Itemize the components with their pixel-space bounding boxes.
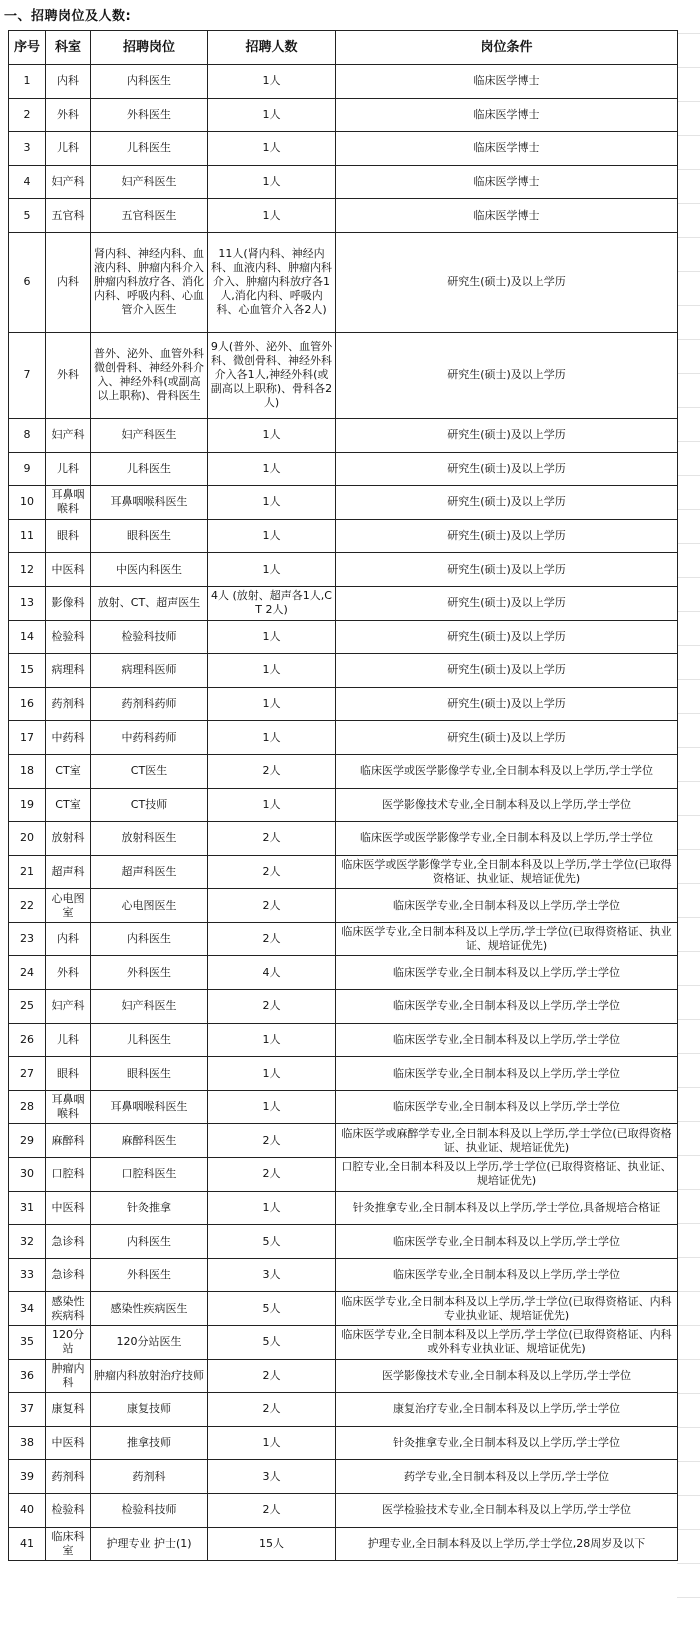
department-cell: 内科 (46, 65, 91, 99)
conditions-cell: 针灸推拿专业,全日制本科及以上学历,学士学位,具备规培合格证 (336, 1191, 678, 1225)
row-number: 29 (9, 1124, 46, 1158)
row-number: 21 (9, 855, 46, 889)
position-cell: 心电图医生 (91, 889, 208, 923)
headcount-cell: 2人 (208, 1493, 336, 1527)
table-row (9, 1393, 678, 1427)
position-cell: 感染性疾病医生 (91, 1292, 208, 1326)
headcount-cell: 3人 (208, 1258, 336, 1292)
row-number: 9 (9, 452, 46, 486)
row-number: 1 (9, 65, 46, 99)
department-cell: 康复科 (46, 1393, 91, 1427)
row-number: 20 (9, 822, 46, 856)
headcount-cell: 5人 (208, 1225, 336, 1259)
position-cell: 五官科医生 (91, 199, 208, 233)
conditions-cell: 研究生(硕士)及以上学历 (336, 519, 678, 553)
position-cell: 妇产科医生 (91, 990, 208, 1024)
conditions-cell: 临床医学或医学影像学专业,全日制本科及以上学历,学士学位 (336, 754, 678, 788)
position-cell: CT医生 (91, 754, 208, 788)
position-cell: 检验科技师 (91, 620, 208, 654)
row-number: 7 (9, 332, 46, 418)
position-cell: 妇产科医生 (91, 165, 208, 199)
row-number: 36 (9, 1359, 46, 1393)
position-cell: 儿科医生 (91, 1023, 208, 1057)
conditions-cell: 临床医学专业,全日制本科及以上学历,学士学位 (336, 1258, 678, 1292)
row-number: 37 (9, 1393, 46, 1427)
department-cell: 耳鼻咽喉科 (46, 1090, 91, 1124)
table-row (9, 754, 678, 788)
position-cell: 内科医生 (91, 922, 208, 956)
position-cell: 120分站医生 (91, 1326, 208, 1360)
position-cell: 药剂科 (91, 1460, 208, 1494)
table-row (9, 1124, 678, 1158)
department-cell: 口腔科 (46, 1158, 91, 1192)
section-heading: 一、招聘岗位及人数: (4, 9, 132, 24)
table-row (9, 1460, 678, 1494)
department-cell: 内科 (46, 232, 91, 332)
table-row (9, 721, 678, 755)
headcount-cell: 1人 (208, 687, 336, 721)
department-cell: 中药科 (46, 721, 91, 755)
position-cell: 肾内科、神经内科、血液内科、肿瘤内科介入肿瘤内科放疗各、消化内科、呼吸内科、心血管介入医生 (91, 232, 208, 332)
department-cell: 妇产科 (46, 990, 91, 1024)
position-cell: 口腔科医生 (91, 1158, 208, 1192)
conditions-cell: 研究生(硕士)及以上学历 (336, 232, 678, 332)
headcount-cell: 2人 (208, 754, 336, 788)
table-row (9, 1023, 678, 1057)
department-cell: 妇产科 (46, 165, 91, 199)
row-number: 40 (9, 1493, 46, 1527)
table-row (9, 452, 678, 486)
row-number: 39 (9, 1460, 46, 1494)
department-cell: 肿瘤内科 (46, 1359, 91, 1393)
row-number: 6 (9, 232, 46, 332)
row-number: 23 (9, 922, 46, 956)
department-cell: 麻醉科 (46, 1124, 91, 1158)
conditions-cell: 研究生(硕士)及以上学历 (336, 418, 678, 452)
headcount-cell: 3人 (208, 1460, 336, 1494)
conditions-cell: 临床医学专业,全日制本科及以上学历,学士学位 (336, 956, 678, 990)
headcount-cell: 2人 (208, 1359, 336, 1393)
department-cell: 药剂科 (46, 1460, 91, 1494)
table-row (9, 822, 678, 856)
row-number: 33 (9, 1258, 46, 1292)
headcount-cell: 1人 (208, 1057, 336, 1091)
department-cell: 120分站 (46, 1326, 91, 1360)
conditions-cell: 临床医学或医学影像学专业,全日制本科及以上学历,学士学位 (336, 822, 678, 856)
position-cell: 外科医生 (91, 956, 208, 990)
header-cell: 岗位条件 (336, 31, 678, 65)
headcount-cell: 1人 (208, 1191, 336, 1225)
row-number: 2 (9, 98, 46, 132)
position-cell: 内科医生 (91, 1225, 208, 1259)
headcount-cell: 2人 (208, 1158, 336, 1192)
header-cell: 科室 (46, 31, 91, 65)
position-cell: 中医内科医生 (91, 553, 208, 587)
table-row (9, 1527, 678, 1561)
department-cell: 外科 (46, 956, 91, 990)
row-number: 34 (9, 1292, 46, 1326)
table-row (9, 65, 678, 99)
conditions-cell: 临床医学专业,全日制本科及以上学历,学士学位 (336, 1225, 678, 1259)
department-cell: 检验科 (46, 1493, 91, 1527)
row-number: 19 (9, 788, 46, 822)
table-row (9, 1158, 678, 1192)
headcount-cell: 2人 (208, 822, 336, 856)
headcount-cell: 1人 (208, 788, 336, 822)
position-cell: 麻醉科医生 (91, 1124, 208, 1158)
conditions-cell: 康复治疗专业,全日制本科及以上学历,学士学位 (336, 1393, 678, 1427)
row-number: 8 (9, 418, 46, 452)
department-cell: 内科 (46, 922, 91, 956)
position-cell: 内科医生 (91, 65, 208, 99)
table-row (9, 1057, 678, 1091)
position-cell: 耳鼻咽喉科医生 (91, 486, 208, 520)
row-number: 25 (9, 990, 46, 1024)
table-row (9, 98, 678, 132)
row-number: 14 (9, 620, 46, 654)
position-cell: 推拿技师 (91, 1426, 208, 1460)
department-cell: 妇产科 (46, 418, 91, 452)
conditions-cell: 临床医学专业,全日制本科及以上学历,学士学位 (336, 1057, 678, 1091)
headcount-cell: 1人 (208, 1426, 336, 1460)
row-number: 41 (9, 1527, 46, 1561)
position-cell: 超声科医生 (91, 855, 208, 889)
conditions-cell: 临床医学博士 (336, 98, 678, 132)
headcount-cell: 2人 (208, 889, 336, 923)
conditions-cell: 针灸推拿专业,全日制本科及以上学历,学士学位 (336, 1426, 678, 1460)
department-cell: 感染性疾病科 (46, 1292, 91, 1326)
table-row (9, 889, 678, 923)
position-cell: 外科医生 (91, 98, 208, 132)
headcount-cell: 1人 (208, 452, 336, 486)
conditions-cell: 临床医学专业,全日制本科及以上学历,学士学位 (336, 990, 678, 1024)
headcount-cell: 2人 (208, 1124, 336, 1158)
position-cell: 康复技师 (91, 1393, 208, 1427)
conditions-cell: 临床医学专业,全日制本科及以上学历,学士学位(已取得资格证、内科专业执业证、规培证优先) (336, 1292, 678, 1326)
department-cell: 外科 (46, 332, 91, 418)
headcount-cell: 1人 (208, 65, 336, 99)
table-row (9, 654, 678, 688)
department-cell: 急诊科 (46, 1225, 91, 1259)
position-cell: CT技师 (91, 788, 208, 822)
department-cell: 药剂科 (46, 687, 91, 721)
headcount-cell: 1人 (208, 1090, 336, 1124)
table-body (9, 65, 678, 1561)
conditions-cell: 研究生(硕士)及以上学历 (336, 332, 678, 418)
conditions-cell: 研究生(硕士)及以上学历 (336, 553, 678, 587)
row-number: 35 (9, 1326, 46, 1360)
conditions-cell: 口腔专业,全日制本科及以上学历,学士学位(已取得资格证、执业证、规培证优先) (336, 1158, 678, 1192)
table-row (9, 1326, 678, 1360)
department-cell: 儿科 (46, 132, 91, 166)
row-number: 11 (9, 519, 46, 553)
department-cell: 检验科 (46, 620, 91, 654)
row-number: 30 (9, 1158, 46, 1192)
row-number: 13 (9, 586, 46, 620)
table-row (9, 1426, 678, 1460)
conditions-cell: 临床医学专业,全日制本科及以上学历,学士学位(已取得资格证、执业证、规培证优先) (336, 922, 678, 956)
department-cell: 眼科 (46, 519, 91, 553)
department-cell: 中医科 (46, 1191, 91, 1225)
department-cell: 临床科室 (46, 1527, 91, 1561)
headcount-cell: 5人 (208, 1326, 336, 1360)
headcount-cell: 1人 (208, 721, 336, 755)
conditions-cell: 研究生(硕士)及以上学历 (336, 586, 678, 620)
header-cell: 招聘人数 (208, 31, 336, 65)
department-cell: CT室 (46, 754, 91, 788)
position-cell: 针灸推拿 (91, 1191, 208, 1225)
department-cell: 病理科 (46, 654, 91, 688)
table-row (9, 232, 678, 332)
recruitment-table (8, 30, 678, 1561)
table-row (9, 788, 678, 822)
row-number: 22 (9, 889, 46, 923)
conditions-cell: 医学影像技术专业,全日制本科及以上学历,学士学位 (336, 1359, 678, 1393)
row-number: 15 (9, 654, 46, 688)
conditions-cell: 研究生(硕士)及以上学历 (336, 654, 678, 688)
headcount-cell: 1人 (208, 418, 336, 452)
row-number: 3 (9, 132, 46, 166)
row-number: 17 (9, 721, 46, 755)
headcount-cell: 1人 (208, 553, 336, 587)
conditions-cell: 医学检验技术专业,全日制本科及以上学历,学士学位 (336, 1493, 678, 1527)
table-row (9, 956, 678, 990)
headcount-cell: 15人 (208, 1527, 336, 1561)
position-cell: 耳鼻咽喉科医生 (91, 1090, 208, 1124)
position-cell: 放射科医生 (91, 822, 208, 856)
headcount-cell: 2人 (208, 990, 336, 1024)
row-number: 4 (9, 165, 46, 199)
department-cell: 超声科 (46, 855, 91, 889)
headcount-cell: 2人 (208, 855, 336, 889)
conditions-cell: 临床医学专业,全日制本科及以上学历,学士学位 (336, 1090, 678, 1124)
row-number: 12 (9, 553, 46, 587)
position-cell: 普外、泌外、血管外科微创骨科、神经外科介入、神经外科(或副高以上职称)、骨科医生 (91, 332, 208, 418)
conditions-cell: 临床医学或医学影像学专业,全日制本科及以上学历,学士学位(已取得资格证、执业证、规培证优先) (336, 855, 678, 889)
table-row (9, 1191, 678, 1225)
department-cell: 中医科 (46, 1426, 91, 1460)
row-number: 24 (9, 956, 46, 990)
table-row (9, 1493, 678, 1527)
table-row (9, 486, 678, 520)
conditions-cell: 临床医学或麻醉学专业,全日制本科及以上学历,学士学位(已取得资格证、执业证、规培证优先) (336, 1124, 678, 1158)
position-cell: 肿瘤内科放射治疗技师 (91, 1359, 208, 1393)
table-row (9, 165, 678, 199)
headcount-cell: 1人 (208, 1023, 336, 1057)
row-number: 38 (9, 1426, 46, 1460)
header-cell: 招聘岗位 (91, 31, 208, 65)
table-row (9, 199, 678, 233)
position-cell: 儿科医生 (91, 132, 208, 166)
headcount-cell: 11人(肾内科、神经内科、血液内科、肿瘤内科介入、肿瘤内科放疗各1人,消化内科、呼吸内科、心血管介入各2人) (208, 232, 336, 332)
table-row (9, 922, 678, 956)
row-number: 26 (9, 1023, 46, 1057)
table-row (9, 1225, 678, 1259)
headcount-cell: 1人 (208, 199, 336, 233)
headcount-cell: 5人 (208, 1292, 336, 1326)
conditions-cell: 研究生(硕士)及以上学历 (336, 452, 678, 486)
position-cell: 病理科医师 (91, 654, 208, 688)
conditions-cell: 临床医学博士 (336, 132, 678, 166)
position-cell: 妇产科医生 (91, 418, 208, 452)
table-row (9, 553, 678, 587)
row-number: 28 (9, 1090, 46, 1124)
headcount-cell: 2人 (208, 922, 336, 956)
department-cell: 五官科 (46, 199, 91, 233)
headcount-cell: 1人 (208, 98, 336, 132)
conditions-cell: 护理专业,全日制本科及以上学历,学士学位,28周岁及以下 (336, 1527, 678, 1561)
position-cell: 药剂科药师 (91, 687, 208, 721)
table-row (9, 519, 678, 553)
department-cell: 儿科 (46, 452, 91, 486)
row-number: 10 (9, 486, 46, 520)
table-row (9, 1359, 678, 1393)
department-cell: CT室 (46, 788, 91, 822)
conditions-cell: 临床医学博士 (336, 165, 678, 199)
row-number: 16 (9, 687, 46, 721)
row-number: 31 (9, 1191, 46, 1225)
headcount-cell: 1人 (208, 165, 336, 199)
department-cell: 耳鼻咽喉科 (46, 486, 91, 520)
table-row (9, 687, 678, 721)
conditions-cell: 临床医学博士 (336, 65, 678, 99)
headcount-cell: 4人 (208, 956, 336, 990)
table-row (9, 1090, 678, 1124)
conditions-cell: 临床医学博士 (336, 199, 678, 233)
conditions-cell: 研究生(硕士)及以上学历 (336, 721, 678, 755)
position-cell: 护理专业 护士(1) (91, 1527, 208, 1561)
conditions-cell: 医学影像技术专业,全日制本科及以上学历,学士学位 (336, 788, 678, 822)
conditions-cell: 临床医学专业,全日制本科及以上学历,学士学位 (336, 889, 678, 923)
row-number: 18 (9, 754, 46, 788)
position-cell: 中药科药师 (91, 721, 208, 755)
headcount-cell: 1人 (208, 620, 336, 654)
department-cell: 心电图室 (46, 889, 91, 923)
table-row (9, 620, 678, 654)
headcount-cell: 2人 (208, 1393, 336, 1427)
headcount-cell: 4人 (放射、超声各1人,CT 2人) (208, 586, 336, 620)
department-cell: 放射科 (46, 822, 91, 856)
position-cell: 儿科医生 (91, 452, 208, 486)
conditions-cell: 药学专业,全日制本科及以上学历,学士学位 (336, 1460, 678, 1494)
table-row (9, 132, 678, 166)
headcount-cell: 1人 (208, 654, 336, 688)
row-number: 5 (9, 199, 46, 233)
table-row (9, 1292, 678, 1326)
department-cell: 儿科 (46, 1023, 91, 1057)
conditions-cell: 研究生(硕士)及以上学历 (336, 620, 678, 654)
department-cell: 急诊科 (46, 1258, 91, 1292)
position-cell: 眼科医生 (91, 1057, 208, 1091)
spreadsheet-gridlines (677, 0, 700, 1628)
conditions-cell: 临床医学专业,全日制本科及以上学历,学士学位(已取得资格证、内科或外科专业执业证、规培证优先) (336, 1326, 678, 1360)
position-cell: 检验科技师 (91, 1493, 208, 1527)
department-cell: 外科 (46, 98, 91, 132)
position-cell: 眼科医生 (91, 519, 208, 553)
headcount-cell: 1人 (208, 486, 336, 520)
conditions-cell: 研究生(硕士)及以上学历 (336, 486, 678, 520)
position-cell: 外科医生 (91, 1258, 208, 1292)
header-cell: 序号 (9, 31, 46, 65)
headcount-cell: 1人 (208, 132, 336, 166)
table-row (9, 586, 678, 620)
department-cell: 眼科 (46, 1057, 91, 1091)
table-row (9, 332, 678, 418)
position-cell: 放射、CT、超声医生 (91, 586, 208, 620)
headcount-cell: 9人(普外、泌外、血管外科、微创骨科、神经外科介入各1人,神经外科(或副高以上职称)、骨科各2人) (208, 332, 336, 418)
table-row (9, 1258, 678, 1292)
table-row (9, 990, 678, 1024)
headcount-cell: 1人 (208, 519, 336, 553)
department-cell: 影像科 (46, 586, 91, 620)
department-cell: 中医科 (46, 553, 91, 587)
row-number: 27 (9, 1057, 46, 1091)
conditions-cell: 研究生(硕士)及以上学历 (336, 687, 678, 721)
table-header-row (9, 31, 678, 65)
conditions-cell: 临床医学专业,全日制本科及以上学历,学士学位 (336, 1023, 678, 1057)
table-row (9, 418, 678, 452)
table-row (9, 855, 678, 889)
row-number: 32 (9, 1225, 46, 1259)
